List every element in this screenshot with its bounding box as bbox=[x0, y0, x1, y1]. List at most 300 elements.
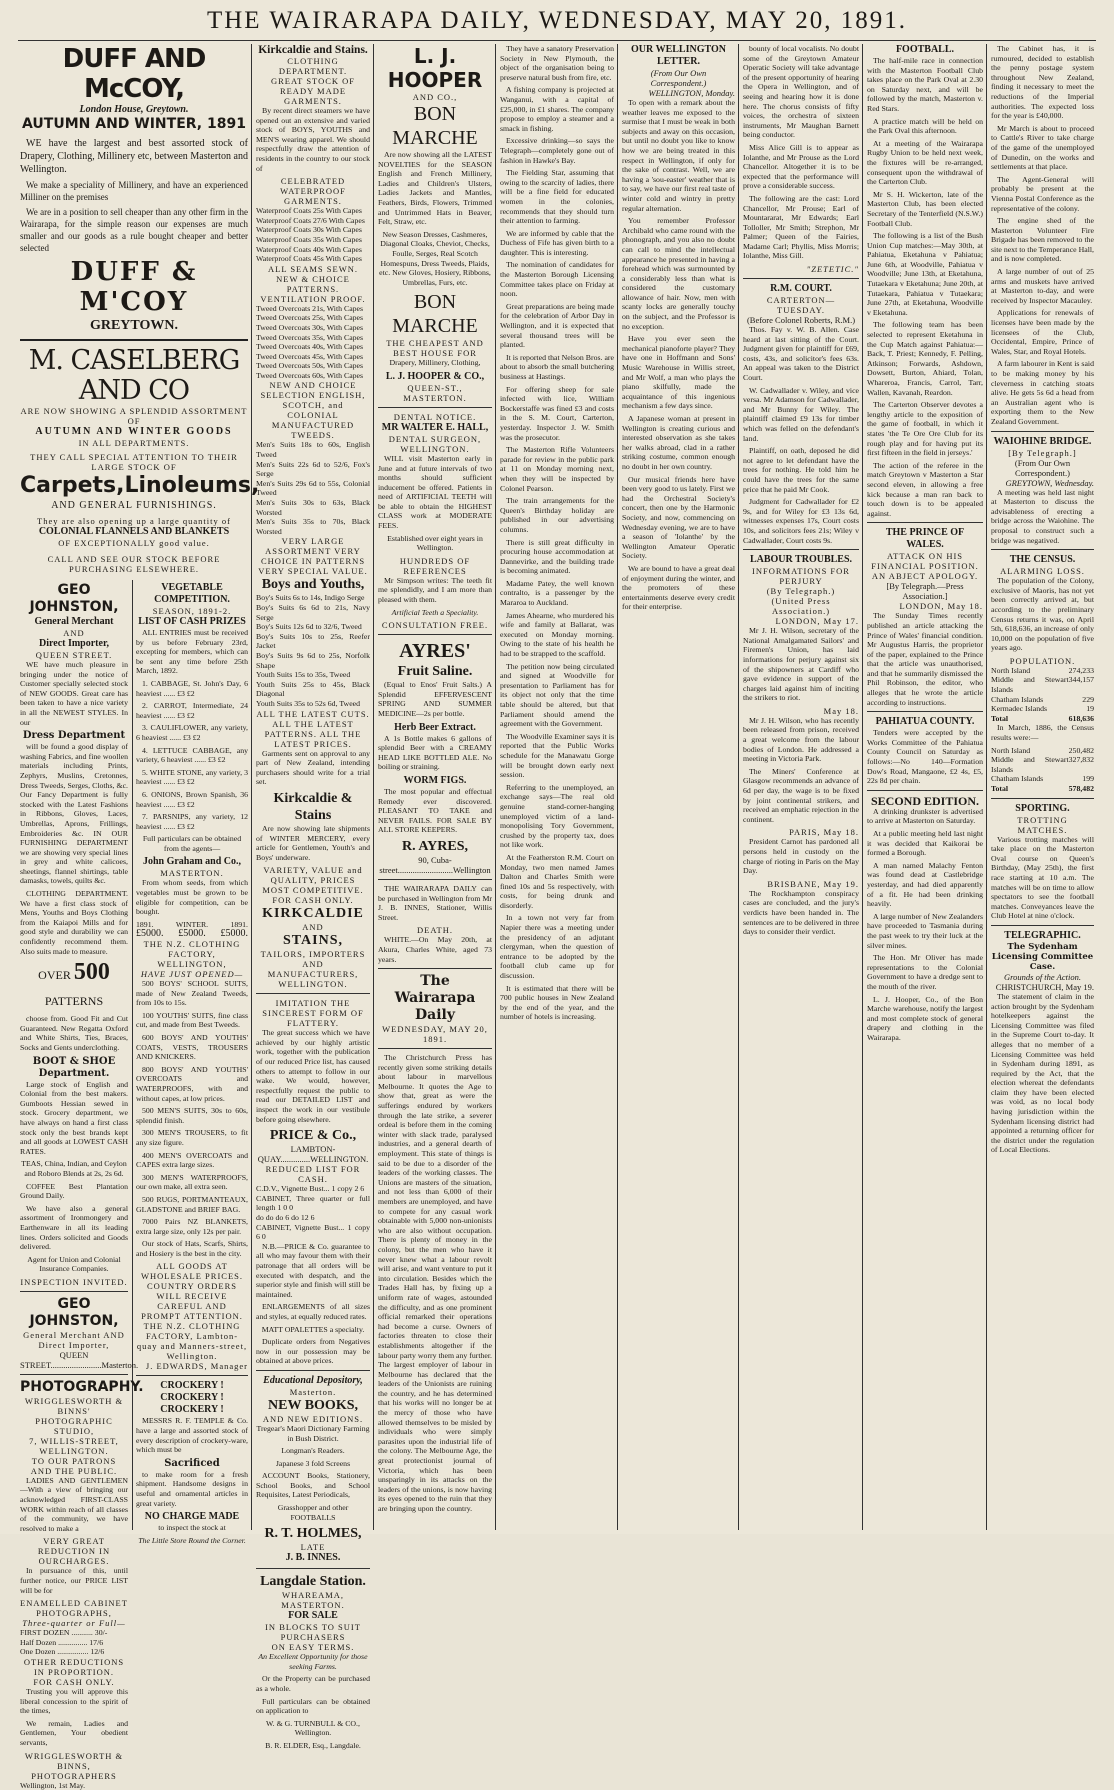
carpets-heading: Carpets, bbox=[20, 473, 125, 498]
new-books: NEW BOOKS, bbox=[268, 1397, 358, 1413]
price-title: PRICE & Co., bbox=[269, 1128, 357, 1144]
overcoat-item: Tweed Overcoats 35s, With Capes bbox=[256, 332, 364, 342]
kirk-variety: VARIETY, VALUE and QUALITY, PRICES MOST COMPETITIVE. FOR CASH ONLY. bbox=[262, 865, 364, 906]
news-paragraph: The nomination of candidates for the Masterton Borough Licensing Committee takes place on Friday at noon. bbox=[500, 260, 614, 299]
news-paragraph: A large number of out of 25 arms and muskets have arrived at Masterton to-day, and were received by Inspector Macauley. bbox=[991, 267, 1094, 305]
news-paragraph: They have a sanatory Preservation Society in New Plymouth, the object of the organisation being to preserve natural bush from fire, etc. bbox=[500, 44, 614, 82]
johnston-importer: Direct Importer, bbox=[39, 638, 109, 649]
pahiatua-paragraph: Tenders were accepted by the Works Committee of the Pahiatua County Council on Saturday as follows:—No 140—Formation Dow's Road, Mangaone, £2 4s, £5, 22s 8d per chain. bbox=[867, 728, 983, 786]
caselberg-departments: IN ALL DEPARTMENTS. bbox=[78, 438, 190, 448]
crockery-text: to make room for a fresh shipment. Handsome designs in useful and ornamental articles in great variety. bbox=[136, 1469, 248, 1508]
labour-title: LABOUR TROUBLES. bbox=[749, 554, 853, 566]
news-paragraph: For offering sheep for sale infected with lice, William Bockerstaffe was fined £3 and costs in the S. M. Court, Carterton, yesterday. Inspector J. W. Smith was the prosecutor. bbox=[500, 384, 614, 442]
kirk-text: By recent direct steamers we have opened out an extensive and varied stock of BOYS, YOUTHS and MEN'S wearing apparel. We should respectfully draw the attention of residents in the country to our stock of bbox=[256, 106, 370, 173]
kirk-ready: READY MADE GARMENTS. bbox=[279, 86, 347, 106]
mens-suit-item: Men's Suits 30s to 63s, Black Worsted bbox=[256, 498, 370, 517]
waterproof-item: Waterproof Coats 25s With Capes bbox=[256, 206, 362, 216]
overcoat-item: Tweed Overcoats 21s, With Capes bbox=[256, 303, 364, 313]
three-quarter: Three-quarter or Full— bbox=[22, 1618, 126, 1629]
letter-paragraph: Have you ever seen the mechanical pianoforte player? They have one in Hoffmann and Sons' Music Warehouse in Willis street, and Mr Wolf, a man who plays the piano skilfully, made the acquaintance of this ingenious mechanism a few days since. bbox=[622, 334, 735, 411]
boys-suit-item: Youth Suits 25s to 45s, Black Diagonal bbox=[256, 679, 370, 699]
census-row-value: 274,233 bbox=[1068, 665, 1094, 675]
factory-text: 600 BOYS' AND YOUTHS' COATS, VESTS, TROUSERS AND KNICKERS. bbox=[136, 1033, 248, 1062]
duff-season: AUTUMN AND WINTER, 1891 bbox=[22, 116, 246, 132]
overcoat-item: Tweed Overcoats 40s, With Capes bbox=[256, 342, 364, 352]
football-paragraph: The following is a list of the Bush Union Cup matches:—May 30th, at Pahiatua, Eketahuna v Pahiatua; June 6th, at Woodville, Pahiatua v Woodville; June 13th, at Eketahuna, Tutaekara v Eketahuna; June 20th, at Tutaekara, Pahiatua v Tutaekara; June 27th, at Eketahuna, Woodville v Eketahuna. bbox=[867, 231, 983, 317]
dental-notice: DENTAL NOTICE. bbox=[393, 411, 477, 422]
price-row: C.D.V., Vignette Bust... 1 copy 2 6 bbox=[256, 1184, 365, 1194]
news-paragraph: The engine shed of the Masterton Volunteer Fire Brigade has been removed to the site next to the Temperance Hall, and is now completed. bbox=[991, 216, 1094, 264]
census-total-value: 578,482 bbox=[1068, 784, 1094, 793]
kirk-logo: Kirkcaldie & Stains bbox=[273, 790, 353, 823]
imitation: IMITATION THE SINCEREST FORM OF FLATTERY. bbox=[262, 998, 364, 1029]
mens-suits-list bbox=[256, 440, 370, 536]
letter-paragraph: A Japanese woman at present in Wellington is creating curious and interested observation as she takes her walks abroad, clad in a rather striking costume, common enough no doubt in her own country. bbox=[622, 414, 735, 471]
census-title: THE CENSUS. bbox=[1009, 554, 1076, 566]
competition-text: 3. CAULIFLOWER, any variety, 6 heaviest ...... £3 £2 bbox=[136, 723, 248, 742]
labour-tel: (By Telegraph.) bbox=[766, 586, 836, 597]
census-row bbox=[991, 774, 1094, 784]
editions: AND NEW EDITIONS. bbox=[262, 1413, 364, 1424]
prince-date: LONDON, May 18. bbox=[899, 601, 983, 612]
duff-logo: DUFF & M'COY bbox=[70, 257, 198, 317]
agents2: B. R. ELDER, Esq., Langdale. bbox=[265, 1741, 361, 1750]
competition-text: 7. PARSNIPS, any variety, 12 heaviest ...... £3 £2 bbox=[136, 812, 248, 831]
masthead-rule bbox=[18, 40, 1096, 41]
waterproof-item: Waterproof Coats 45s With Capes bbox=[256, 254, 362, 264]
census-row bbox=[991, 755, 1094, 774]
football-paragraph: The following team has been selected to represent Eketahuna in the Cup Match against Pahiatua:—Back, T. Priest; Kennedy, F. Pelling, Atkinson; Forwards, Ashdown, Dowsett, Burton, Ahiard, Tolan, Whareroa, Francis, Carrol, Tarr, Wallen, Kavanah, Reardon. bbox=[867, 320, 983, 397]
stains-big: STAINS, bbox=[282, 933, 344, 949]
census-paragraph: The population of the Colony, exclusive of Maoris, has not yet been correctly arrived at, but according to the preliminary Census returns it was, on April 5th, 618,636, an increase of only 10,000 on the population of five years ago. bbox=[991, 576, 1094, 653]
coffee-text: COFFEE Best Plantation Ground Daily. bbox=[20, 1181, 128, 1201]
dental-wellington: WELLINGTON. bbox=[400, 443, 470, 454]
census-row-label: Chatham Islands bbox=[991, 774, 1044, 784]
kirk-celeb: CELEBRATED WATERPROOF GARMENTS. bbox=[280, 176, 346, 207]
rm-sub: CARTERTON—TUESDAY. bbox=[766, 295, 836, 316]
flannels-intro: They are also opening up a large quantity of bbox=[37, 516, 231, 526]
hall-name: MR WALTER E. HALL, bbox=[381, 421, 489, 433]
factory-sub: HAVE JUST OPENED— bbox=[140, 969, 244, 980]
photo-address: 7, WILLIS-STREET, WELLINGTON. bbox=[29, 1435, 119, 1456]
furnishings-line: AND GENERAL FURNISHINGS. bbox=[51, 500, 217, 511]
choose-text: choose from. Good Fit and Cut Guaranteed. New Regatta Oxford and White Shirts, Ties, Braces, Socks and Gents underclothing. bbox=[20, 1014, 128, 1052]
sporting-sub: TROTTING MATCHES. bbox=[1017, 814, 1068, 835]
crockery-text: The Little Store Round the Corner. bbox=[138, 1535, 246, 1545]
cheapest: THE CHEAPEST AND BEST HOUSE FOR bbox=[386, 338, 484, 359]
boys-suit-item: Boy's Suits 12s 6d to 32/6, Tweed bbox=[256, 622, 362, 632]
worm-text: The most popular and effectual Remedy ever discovered. PLEASANT TO TAKE and NEVER FAILS. FOR SALE BY ALL STORE KEEPERS. bbox=[378, 786, 492, 835]
hooper-co: AND CO., bbox=[412, 92, 458, 102]
duff-subtitle: London House, Greytown. bbox=[79, 104, 189, 115]
letter-paragraph: bounty of local vocalists. No doubt some of the Greytown Amateur Operatic Society will take advantage of the present opportunity of hearing the Opera in Wellington, and of seeing and hearing how it is done here. The chorus consists of fifty voices, the orchestra of sixteen instruments, Mr Maughan Barnett being conductor. bbox=[743, 44, 859, 140]
census-row bbox=[991, 704, 1094, 714]
census-row-value: 229 bbox=[1082, 694, 1094, 704]
dress-text: will be found a good display of washing Fabrics, and fine woollen materials including Prints, Zephyrs, Muslins, Cretonnes, Dress Tweeds, Serges, Cloths, &c. Our Fancy Department is fully stocked with the Latest Fashions in Ribbons, Gloves, Laces, Umbrellas, Aprons, Frillings, Embroideries &c. IN OUR FURNISHING DEPARTMENT we are showing very special lines in grey and white calicoes, sheetings, flannel shirtings, table damasks, towels, quilts &c. bbox=[20, 742, 128, 886]
factory-text: Our stock of Hats, Scarfs, Shirts, and Hosiery is the best in the city. bbox=[136, 1239, 248, 1258]
census-table-title: POPULATION. bbox=[1009, 655, 1076, 666]
fruit-saline: Fruit Saline. bbox=[397, 664, 473, 680]
photo-text: LADIES AND GENTLEMEN—With a view of bringing our acknowledged FIRST-CLASS WORK within reach of all classes of the community, we have resolved to make a bbox=[20, 1475, 128, 1533]
cash-only: FOR CASH ONLY. bbox=[33, 1677, 115, 1687]
rm-paragraph: Thos. Fay v. W. B. Allen. Case heard at last sitting of the Court. Judgment given for plaintiff for £69, costs, 43s, and solicitor's fees 63s. An appeal was taken to the District Court. bbox=[743, 325, 859, 383]
factory-title: THE N.Z. CLOTHING FACTORY, WELLINGTON, bbox=[143, 939, 241, 970]
hooper-text: Are now showing all the LATEST NOVELTIES for the SEASON English and French Millinery, Ladies and Children's Ulsters, Ladies Jackets and Mantles, Feathers, Birds, Flowers, Trimmed and Untrimmed Hats in Beaver, Felt, Straw, etc. bbox=[378, 150, 492, 227]
census-sub: ALARMING LOSS. bbox=[1000, 566, 1085, 577]
news-paragraph: It is reported that Nelson Bros. are about to absorb the small butchering business at Hastings. bbox=[500, 352, 614, 381]
football-title: FOOTBALL. bbox=[895, 44, 955, 55]
established: Established over eight years in Wellington. bbox=[387, 533, 483, 553]
boys-suit-item: Boy's Suits 6s to 14s, Indigo Serge bbox=[256, 593, 365, 603]
opportunity: An Excellent Opportunity for those seeking Farms. bbox=[258, 1652, 368, 1671]
letter-date: WELLINGTON, Monday. bbox=[648, 88, 735, 98]
price-list bbox=[256, 1184, 370, 1242]
census-row-label: Middle and Stewart Islands bbox=[991, 755, 1069, 774]
photo-date: Wellington, 1st May. bbox=[20, 1780, 86, 1790]
boys-suit-item: Boy's Suits 6s 6d to 21s, Navy Serge bbox=[256, 603, 370, 622]
price-row: do do do 6 do 12 6 bbox=[256, 1213, 315, 1222]
letter-paragraph: You remember Professor Archibald who came round with the phonograph, and you also no doubt can call to mind the intellectual appearance he presented in having a forehead which was surmounted by a considerably less than what is considered the customary allowance of hair. Now, men with scanty locks are generally touchy on the subject, and the Professor is no exception. bbox=[622, 216, 735, 331]
labour-paragraph: Mr J. H. Wilson, secretary of the National Amalgamated Sailors' and Firemen's Union, has laid informations for perjury against six of the shipowners at Cardiff who gave evidence in support of the charges laid against him of inciting the strikers to riot. bbox=[743, 626, 859, 703]
competition-text: 4. LETTUCE CABBAGE, any variety, 6 heaviest ...... £3 £2 bbox=[136, 745, 248, 765]
caselberg-subtitle: ARE NOW SHOWING A SPLENDID ASSORTMENT OF bbox=[20, 406, 248, 426]
telegraphic-sub: The Sydenham Licensing Committee Case. bbox=[991, 941, 1094, 972]
mens-suit-item: Men's Suits 18s to 60s, English Tweed bbox=[256, 440, 370, 460]
labour-paragraph: The Miners' Conference at Glasgow recommends an advance of 6d per day, the wage is to be fixed by joint continental strikers, and received an emphatic rejection in the continent. bbox=[743, 766, 859, 824]
patterns-text: PATTERNS bbox=[44, 994, 104, 1009]
r-ayres: R. AYRES, bbox=[401, 838, 468, 854]
telegraphic-title: TELEGRAPHIC. bbox=[1004, 929, 1081, 941]
overcoat-item: Tweed Overcoats 60s, With Capes bbox=[256, 370, 364, 380]
trust-text: Trusting you will approve this liberal concession to the spirit of the times, bbox=[20, 1687, 128, 1716]
longman: Longman's Readers. bbox=[281, 1446, 345, 1456]
kirk-dept: CLOTHING DEPARTMENT. bbox=[278, 56, 348, 76]
second-paragraph: A man named Malachy Fenton was found dead at Castlebridge yesterday, and had died apparently of a fit. He had been drinking heavily. bbox=[867, 860, 983, 909]
hooper-title: L. J. HOOPER bbox=[387, 44, 483, 92]
price-opal: MATT OPALETTES a specialty. bbox=[261, 1324, 365, 1334]
price-enlarge: ENLARGEMENTS of all sizes and styles, at equally reduced rates. bbox=[256, 1302, 370, 1321]
letter-title: OUR WELLINGTON LETTER. bbox=[631, 44, 726, 67]
news-paragraph: There is still great difficulty in procuring house accommodation at Dannevirke, and the building trade is becoming animated. bbox=[500, 537, 614, 576]
second-paragraph: A large number of New Zealanders have proceeded to Tasmania during the past week to try their luck at the silver mines. bbox=[867, 911, 983, 950]
dress-dept-heading: Dress Department bbox=[22, 730, 126, 742]
rm-paragraph: Judgment for Cadwallader for £2 9s, and for Wiley for £3 13s 6d, witnesses expenses 17s, Court costs 10s, and solicitors fees 21s; Wiley v Cadwallader, Court costs 9s. bbox=[743, 497, 859, 545]
census-row-value: 344,157 bbox=[1068, 675, 1094, 685]
crockery-heading: CROCKERY ! CROCKERY ! CROCKERY ! bbox=[160, 1380, 224, 1416]
football-paragraph: The half-mile race in connection with the Masterton Football Club takes place on the Park Oval at 2.30 on Saturday next, and will be followed by the match, Masterton v. Red Stars. bbox=[867, 56, 983, 113]
hundreds: HUNDREDS OF REFERENCES bbox=[399, 555, 471, 576]
census-row bbox=[991, 666, 1094, 676]
caselberg-attention: THEY CALL SPECIAL ATTENTION TO THEIR LARGE STOCK OF bbox=[30, 452, 238, 472]
tailors: TAILORS, IMPORTERS AND MANUFACTURERS, WELLINGTON. bbox=[260, 949, 366, 990]
news-paragraph: The Woodville Examiner says it is reported that the Public Works schedule for the Manawatu Gorge will be brought down early next session. bbox=[500, 731, 614, 780]
factory-country: COUNTRY ORDERS WILL RECEIVE CAREFUL AND PROMPT ATTENTION. bbox=[141, 1281, 243, 1322]
property: Or the Property can be purchased as a whole. bbox=[256, 1674, 370, 1694]
overcoat-item: Tweed Overcoats 25s, With Capes bbox=[256, 313, 364, 323]
graham-town: MASTERTON. bbox=[160, 868, 224, 879]
japanese: Japanese 3 fold Screens bbox=[275, 1458, 351, 1468]
drapery: Drapery, Millinery, Clothing, bbox=[389, 358, 481, 368]
article-text: The Christchurch Press has recently given some striking details about labour in marvellous Melbourne. It quotes the Age to show that, great as were the sufferings endured by workers through the late strike, a severer ordeal is before them in the coming winter with slack trade, paralysed industries, and a general dearth of employment. This state of things is said to be due to a disorder of the leaders of the working classes. The Unions are masters of the situation, and not less than 6,000 of their members are unemployed, and have to compete for any casual work obtainable with 5,000 non-unionists who are also without occupation. There is plenty of money in the colony, but the men who have it never knew what a labour revolt will arise, and want venture to put it into circulation. Besides which the Trades Hall has, by fixing up a uniform rate of wages, astounded the difficulty, and as one prominent official remarked their operations had become a curse. Owners of factories threaten to close their establishments altogether if the labour party worry them any further. The largest employer of labour in Melbourne has declared that the leaders of the Unionists are ruining the country, and he has determined that his works will no longer be at the mercy of those who have allowed themselves to be misled by individuals who were simply parasites upon the industrial life of the colony. The Melbourne Age, the great protectionist journal of Victoria, which has been unsparingly in its attacks on the leaders of the unions, is now having its eyes opened to the ruin that they are bringing upon the country. bbox=[378, 1053, 492, 1513]
graham-text: From whom seeds, from which vegetables must be grown to be eligible for competition, can be bought. bbox=[136, 878, 248, 917]
clothing-text: CLOTHING DEPARTMENT. We have a first class stock of Mens, Youths and Boys Clothing from the Kaiapoi Mills and for good style and durability we can confidently recommend them. Also suits made to measure. bbox=[20, 889, 128, 956]
edu-town: Masterton. bbox=[289, 1386, 337, 1397]
column-rule bbox=[862, 44, 863, 1530]
kirk-stock: GREAT STOCK OF bbox=[270, 76, 356, 86]
sporting-paragraph: Various trotting matches will take place on the Masterton Oval course on Queen's Birthday, (May 25th), the first race starting at 10 a.m. The matches will be on time to allow spectators to see the football matches. Conveyances leave the Club Hotel at nine o'clock. bbox=[991, 834, 1094, 921]
photo-text: In pursuance of this, until further notice, our PRICE LIST will be for bbox=[20, 1566, 128, 1595]
masthead-title: THE WAIRARAPA DAILY, WEDNESDAY, MAY 20, 1891. bbox=[206, 7, 908, 34]
kirk-text: Are now showing late shipments of WINTER MERCERY, every article for Gentlemen, Youth's and Boys' underware. bbox=[256, 823, 370, 862]
news-paragraph: The Cabinet has, it is rumoured, decided to establish the penny postage system throughout New Zealand, finding it necessary to meet the reductions of the Imperial authorities. The expected loss for the year is £40,000. bbox=[991, 44, 1094, 121]
paper-date: WEDNESDAY, MAY 20, 1891. bbox=[382, 1024, 488, 1045]
second-paragraph: At a public meeting held last night it was decided that Kaikorai be formed a Borough. bbox=[867, 829, 983, 858]
census-row-value: 19 bbox=[1086, 704, 1094, 714]
price-nb: N.B.—PRICE & Co. guarantee to all who may favour them with their patronage that all orders will be executed with despatch, and the superior style and finish will still be maintained. bbox=[256, 1241, 370, 1299]
news-paragraph: Applications for renewals of licenses have been made by the licensees of the Club, Occidental, Empire, Prince of Wales, Star, and Royal Hotels. bbox=[991, 308, 1094, 356]
linoleums-heading: Linoleums, bbox=[124, 473, 260, 498]
news-paragraph: The petition now being circulated and signed at Woodville for presentation to Parliament has for its object not only that the time table should be altered, but that Parliament should amend the agreement with the Government. bbox=[500, 661, 614, 729]
boys-suits-list bbox=[256, 593, 370, 708]
queen-st: QUEEN-ST., MASTERTON. bbox=[403, 382, 467, 403]
duff-town: GREYTOWN. bbox=[89, 318, 179, 333]
duff-text: We are in a position to sell cheaper than any other firm in the Wairarapa, for the simple reason our expenses are much smaller and our goods as a rule bought cheaper and better selected bbox=[20, 207, 248, 253]
crockery-text: MESSRS R. F. TEMPLE & Co. have a large and assorted stock of every description of crockery-ware, which must be bbox=[136, 1416, 248, 1455]
hooper-column bbox=[378, 44, 492, 1530]
cash-prizes-title: LIST OF CASH PRIZES bbox=[138, 616, 246, 627]
holmes: R. T. HOLMES, bbox=[264, 1526, 362, 1542]
agent-text: Agent for Union and Colonial Insurance Companies. bbox=[27, 1254, 121, 1274]
mens-suit-item: Men's Suits 35s to 70s, Black Worsted bbox=[256, 517, 370, 536]
competition-text: ALL ENTRIES must be received by us before February 23rd, excepting for members, which can be sent any time before 25th March, 1892. bbox=[136, 628, 248, 676]
mens-suit-item: Men's Suits 29s 6d to 55s, Colonial Tweed bbox=[256, 478, 370, 498]
johnston2-street: QUEEN STREET........................Masterton. bbox=[20, 1349, 139, 1370]
inspection-text: INSPECTION INVITED. bbox=[20, 1276, 128, 1287]
hooper-co2: L. J. HOOPER & CO., bbox=[385, 370, 485, 382]
news-paragraph: Madame Patey, the well known contralto, is a passenger by the Mararoa to Auckland. bbox=[500, 578, 614, 608]
column-rule bbox=[738, 44, 739, 1530]
factory-sign: THE N.Z. CLOTHING FACTORY, Lambton-quay and Manners-street, Wellington. bbox=[136, 1321, 248, 1362]
census-row bbox=[991, 746, 1094, 756]
bon-marche-2: BON MARCHE bbox=[392, 291, 478, 338]
johnston-and: AND bbox=[63, 628, 85, 638]
equal: (Equal to Enos' Fruit Salts.) A Splendid EFFERVESCENT SPRING AND SUMMER MEDICINE—2s per bottle. bbox=[378, 680, 492, 718]
competition-text: 1. CABBAGE, St. John's Day, 6 heaviest ...... £3 £2 bbox=[136, 678, 248, 698]
price-one: One Dozen ................ 12/6 bbox=[20, 1647, 105, 1657]
bon-marche: BON MARCHE bbox=[392, 103, 478, 149]
herb-text: A 1s Bottle makes 6 gallons of splendid Beer with a CREAMY HEAD LIKE BOTTLED ALE. No boiling or straining. bbox=[378, 733, 492, 772]
price-row: CABINET, Vignette Bust... 1 copy 6 0 bbox=[256, 1222, 370, 1242]
census-total-label: Total bbox=[991, 713, 1009, 723]
waihine-tel: [By Telegraph.] bbox=[1008, 447, 1077, 458]
price-text: The great success which we have achieved by our highly artistic work, together with the publication of our reduced Price list, has caused others to attempt to follow in our wake. We would, however, respectfully request the public to read our DETAILED LIST and inspect the work in our vestibule before going elsewhere. bbox=[256, 1028, 370, 1124]
football-paragraph: At a meeting of the Wairarapa Rugby Union to be held next week, the fixtures will be re-arranged, consequent upon the withdrawal of the Carterton Club. bbox=[867, 138, 983, 187]
five-hundred: 500 bbox=[73, 959, 110, 986]
wellington-letter bbox=[622, 44, 735, 1530]
quality-line: OF EXCEPTIONALLY good value. bbox=[58, 538, 210, 548]
death-text: WHITE.—On May 20th, at Akura, Charles White, aged 73 years. bbox=[378, 935, 492, 964]
news-paragraph: The Masterton Rifle Volunteers parade for review in the public park at 11 on Monday morning next, when they will be inspected by Colonel Pearson. bbox=[500, 445, 614, 493]
agents1: W. & G. TURNBULL & CO., Wellington. bbox=[266, 1718, 360, 1738]
crockery-text: to inspect the stock at bbox=[158, 1523, 226, 1533]
telegraphic-date: CHRISTCHURCH, May 19. bbox=[995, 981, 1094, 992]
price-street: LAMBTON-QUAY..............WELLINGTON. bbox=[257, 1144, 369, 1165]
news-paragraph: The train arrangements for the Queen's Birthday holiday are published in our advertising columns. bbox=[500, 496, 614, 534]
johnston-sub: General Merchant bbox=[34, 616, 114, 627]
flannels-heading: COLONIAL FLANNELS AND BLANKETS bbox=[38, 526, 230, 537]
herb-beer: Herb Beer Extract. bbox=[394, 721, 476, 733]
news-paragraph: At the Featherston R.M. Court on Monday, two men named James Dalton and Charles Smith were fined 10s and 5s respectively, with costs, for being drunk and disorderly. bbox=[500, 852, 614, 910]
prince-paragraph: The Sunday Times recently published an article attacking the Prince of Wales' financial condition. Mr Augustus Harris, the proprietor of the paper, explained to the Prince that the article was unauthorised, and that he summarily dismissed the Phil Robinson, the editor, who alleges that he wrote the article according to instructions. bbox=[867, 611, 983, 707]
factory-text: 500 MEN'S SUITS, 30s to 60s, splendid finish. bbox=[136, 1106, 248, 1125]
letter-paragraph: We are bound to have a great deal of enjoyment during the winter, and the promoters of these entertainments deserve every credit for their enterprise. bbox=[622, 563, 735, 612]
worm-figs: WORM FIGS. bbox=[403, 774, 467, 786]
prince-title: THE PRINCE OF WALES. bbox=[885, 527, 965, 551]
sporting-title: SPORTING. bbox=[1015, 802, 1070, 814]
news-paragraph: It is estimated that there will be 700 public houses in New Zealand by the end of the year, and the number of hotels is increasing. bbox=[500, 983, 614, 1022]
boot-text: Large stock of English and Colonial from the best makers. Gumboots Hessian sewed in stock. Grocery department, we have always on hand a first class stock only the best brands kept and all goods at LOWEST CASH RATES. bbox=[20, 1079, 128, 1156]
waterproof-item: Waterproof Coats 30s With Capes bbox=[256, 225, 362, 235]
census-1886: In March, 1886, the Census results were:— bbox=[991, 723, 1094, 743]
for-sale: FOR SALE bbox=[288, 1610, 338, 1622]
boys-suit-item: Boy's Suits 10s to 25s, Reefer Jacket bbox=[256, 631, 370, 651]
census-table bbox=[991, 666, 1094, 714]
langdale-loc: WHAREAMA, MASTERTON. bbox=[281, 1590, 345, 1611]
kirkcaldie-column bbox=[256, 44, 370, 1750]
kirkcaldie-big: KIRKCALDIE bbox=[262, 906, 364, 922]
price-row: CABINET, Three quarter or full length 1 0 0 bbox=[256, 1193, 370, 1213]
overcoat-item: Tweed Overcoats 50s, With Capes bbox=[256, 361, 364, 371]
waihine-date: GREYTOWN, Wednesday. bbox=[1005, 477, 1094, 488]
call-line: CALL AND SEE OUR STOCK BEFORE PURCHASING ELSEWHERE. bbox=[47, 554, 221, 574]
photo-studio: PHOTOGRAPHIC STUDIO, bbox=[35, 1415, 113, 1436]
paris-paragraph: President Carnot has pardoned all persons held in custody on the charge of rioting in Paris on the May Day. bbox=[743, 837, 859, 876]
football-paragraph: The action of the referee in the match Greytown v Masterton a Star second eleven, in allowing a free kick because a man ran back to touch down is to be appealed against. bbox=[867, 460, 983, 518]
sacrificed: Sacrificed bbox=[164, 1457, 220, 1469]
rm-title: R.M. COURT. bbox=[770, 283, 832, 295]
competition-text: Full particulars can be obtained from the agents— bbox=[142, 834, 242, 853]
news-paragraph: Mr March is about to proceed to Cattle's River to take charge of the game of the unemployed of Dunedin, on the works and settlements at that place. bbox=[991, 123, 1094, 172]
late: LATE bbox=[300, 1542, 326, 1553]
labour-sub: INFORMATIONS FOR PERJURY bbox=[752, 566, 850, 587]
brisbane-date: BRISBANE, May 19. bbox=[767, 878, 859, 889]
artificial: Artificial Teeth a Speciality. bbox=[391, 607, 479, 617]
news-paragraph: The Agent-General will probably be present at the Vienna Postal Conference as the representative of the colony. bbox=[991, 174, 1094, 213]
factory-text: 400 MEN'S OVERCOATS and CAPES extra large sizes. bbox=[136, 1150, 248, 1170]
competition-text: 2. CARROT, Intermediate, 24 heaviest ...... £3 £2 bbox=[136, 701, 248, 720]
labour-date2: May 18. bbox=[823, 705, 859, 716]
no-charge: NO CHARGE MADE bbox=[144, 1511, 240, 1523]
rm-before: (Before Colonel Roberts, R.M.) bbox=[746, 315, 856, 326]
waterproof-item: Waterproof Coats 27/6 With Capes bbox=[256, 215, 365, 225]
photo-title: PHOTOGRAPHY. bbox=[20, 1378, 144, 1395]
census-total-row bbox=[991, 714, 1094, 724]
factory-text: 7000 Pairs NZ BLANKETS, extra large size, only 12s per pair. bbox=[136, 1217, 248, 1236]
news-paragraph: In a town not very far from Napier there was a meeting under the presidency of an adjutant clergyman, when the question of entrance to be adopted by the football club came up for discussion. bbox=[500, 913, 614, 981]
news-column-8 bbox=[991, 44, 1094, 1530]
factory-text: 300 MEN'S WATERPROOFS, our own make, all extra seen. bbox=[136, 1172, 248, 1192]
factory-text: 500 BOYS' SCHOOL SUITS, made of New Zealand Tweeds, from 10s to 15s. bbox=[136, 979, 248, 1008]
brisbane-paragraph: The Rockhampton conspiracy cases are concluded, and the jury's verdicts have been handed in. The sentences are to be delivered in three days to consider their verdict. bbox=[743, 888, 859, 937]
census-table-1886 bbox=[991, 746, 1094, 784]
news-paragraph: Excessive drinking—so says the Telegraph—completely gone out of fashion in Hawke's Bay. bbox=[500, 136, 614, 165]
dental-surgeon: DENTAL SURGEON, bbox=[388, 433, 482, 444]
labour-assoc: (United Press Association.) bbox=[771, 596, 831, 617]
boys-suit-item: Boy's Suits 9s 6d to 25s, Norfolk Shape bbox=[256, 650, 370, 670]
particulars: Full particulars can be obtained on application to bbox=[256, 1696, 370, 1716]
news-paragraph: A farm labourer in Kent is said to be making money by his cleverness in catching stoats alive. He gets 5s 6d a head from an Australian agent who is exporting them to the New Zealand Government. bbox=[991, 359, 1094, 426]
column-rule bbox=[495, 44, 496, 1530]
waihine-paragraph: A meeting was held last night at Masterton to discuss the advisableness of erecting a bridge across the Waiohine. The proposal to construct such a bridge was negatived. bbox=[991, 487, 1094, 545]
labour-paragraph: Mr J. H. Wilson, who has recently been released from prison, received a great welcome from the labour bodies of London. He addressed a meeting in Victoria Park. bbox=[743, 715, 859, 764]
photo-firm: WRIGGLESWORTH & BINNS' bbox=[24, 1395, 124, 1416]
factory-text: 300 MEN'S TROUSERS, to fit any size figure. bbox=[136, 1128, 248, 1147]
census-row-label: Kermadec Islands bbox=[991, 704, 1048, 714]
second-paragraph: The Hon. Mr Oliver has made representations to the Colonial Government to have a dredge sent to the mouth of the river. bbox=[867, 953, 983, 991]
census-row-label: Middle and Stewart Islands bbox=[991, 675, 1069, 695]
paris-date: PARIS, May 18. bbox=[789, 827, 859, 838]
census-row-value: 199 bbox=[1082, 774, 1094, 784]
edu-title: Educational Depository, bbox=[263, 1374, 363, 1386]
kirk-latest: ALL THE LATEST CUTS. ALL THE LATEST PATTERNS. ALL THE LATEST PRICES. bbox=[256, 708, 370, 749]
competition-season: SEASON, 1891-2. bbox=[152, 606, 232, 616]
cuba-street: 90, Cuba-street..........................Wellington bbox=[379, 854, 491, 875]
duff-text: We make a speciality of Millinery, and have an experienced Milliner on the premises bbox=[20, 180, 248, 202]
hooper-season: New Season Dresses, Cashmeres, Diagonal Cloaks, Cheviot, Checks, Foulle, Serges, Real Scotch Homespuns, Dress Tweeds, Plaids, etc. New Gloves, Hosiery, Ribbons, Umbrellas, Furs, etc. bbox=[379, 229, 491, 287]
news-column-6 bbox=[743, 44, 859, 1530]
paper-title: The Wairarapa Daily bbox=[394, 973, 476, 1024]
kirk-title: Kirkcaldie and Stains. bbox=[258, 44, 368, 56]
easy: ON EASY TERMS. bbox=[271, 1642, 355, 1653]
competition-text: 6. ONIONS, Brown Spanish, 36 heaviest ...... £3 £2 bbox=[136, 789, 248, 809]
census-row-value: 327,832 bbox=[1068, 755, 1094, 765]
kirk-very: VERY LARGE ASSORTMENT VERY CHOICE IN PATTERNS VERY SPECIAL VALUE. bbox=[258, 536, 368, 577]
labour-date: LONDON, May 17. bbox=[775, 616, 859, 627]
factory-manager: J. EDWARDS, Manager bbox=[145, 1361, 248, 1372]
census-row bbox=[991, 675, 1094, 694]
football-paragraph: Mr S. H. Wickerton, late of the Masterton Club, has been elected Secretary of the Tenterfield (N.S.W.) Football Club. bbox=[867, 189, 983, 228]
second-title: SECOND EDITION. bbox=[870, 793, 980, 808]
caselberg-title: M. CASELBERG AND CO bbox=[28, 345, 240, 406]
and: AND bbox=[302, 922, 324, 933]
census-row-label: North Island bbox=[991, 745, 1031, 755]
account-text: ACCOUNT Books, Stationery, School Books, and School Requisites, Latest Periodicals, bbox=[256, 1471, 370, 1500]
telegraphic-sub2: Grounds of the Action. bbox=[1004, 971, 1081, 982]
caselberg-goods: AUTUMN AND WINTER GOODS bbox=[35, 426, 233, 437]
photographers: PHOTOGRAPHERS bbox=[31, 1770, 117, 1781]
waterproof-item: Waterproof Coats 35s With Capes bbox=[256, 234, 362, 244]
kirk-seams: ALL SEAMS SEWN. NEW & CHOICE PATTERNS. VENTILATION PROOF. bbox=[260, 263, 366, 304]
letter-paragraph: Our musical friends here have been very good to us lately. First we had the Orchestral Society's concert, then one by the Harmonic Society, and now, commencing on Wednesday evening, we are to have a season of 'Iolanthe' by the Wellington Amateur Operatic Society. bbox=[622, 474, 735, 561]
johnston-ad bbox=[20, 582, 144, 1790]
letter-sign: "ZETETIC." bbox=[806, 264, 859, 275]
price-first: FIRST DOZEN ........... 30/- bbox=[20, 1628, 108, 1638]
daily-note: THE WAIRARAPA DAILY can be purchased in Wellington from Mr J. B. INNES, Stationer, Willis Street. bbox=[378, 883, 492, 922]
column-rule bbox=[373, 44, 374, 1530]
tregear: Tregear's Maori Dictionary Farming in Bush District. bbox=[256, 1423, 370, 1443]
factory-text: 100 YOUTHS' SUITS, fine class cut, and made from Best Tweeds. bbox=[136, 1010, 248, 1030]
factory-wholesale: ALL GOODS AT WHOLESALE PRICES. bbox=[141, 1261, 243, 1282]
price-reduced: REDUCED LIST FOR CASH. bbox=[265, 1164, 361, 1185]
overcoat-item: Tweed Overcoats 30s, With Capes bbox=[256, 322, 364, 332]
census-row bbox=[991, 695, 1094, 705]
news-paragraph: We are informed by cable that the Duchess of Fife has given birth to a daughter. This is interesting. bbox=[500, 228, 614, 257]
photo-reduction: VERY GREAT REDUCTION IN OURCHARGES. bbox=[37, 1536, 111, 1567]
letter-paragraph: The following are the cast: Lord Chancellor, Mr Prouse; Earl of Mountararat, Mr Edwards; Earl Tolloller, Mr Smith; Strephon, Mr Palmer; Queen of the Fairies, Madame Carl; Phyllis, Miss Morris; Iolanthe, Miss Gill. bbox=[743, 193, 859, 261]
ironmongery-text: We have also a general assortment of Ironmongery and Earthenware in all its leading lines. Orders solicited and Goods delivered. bbox=[20, 1203, 128, 1252]
factory-text: 500 RUGS, PORTMANTEAUX, GLADSTONE and BRIEF BAG. bbox=[136, 1194, 248, 1214]
competition-title: VEGETABLE COMPETITION. bbox=[154, 582, 230, 605]
